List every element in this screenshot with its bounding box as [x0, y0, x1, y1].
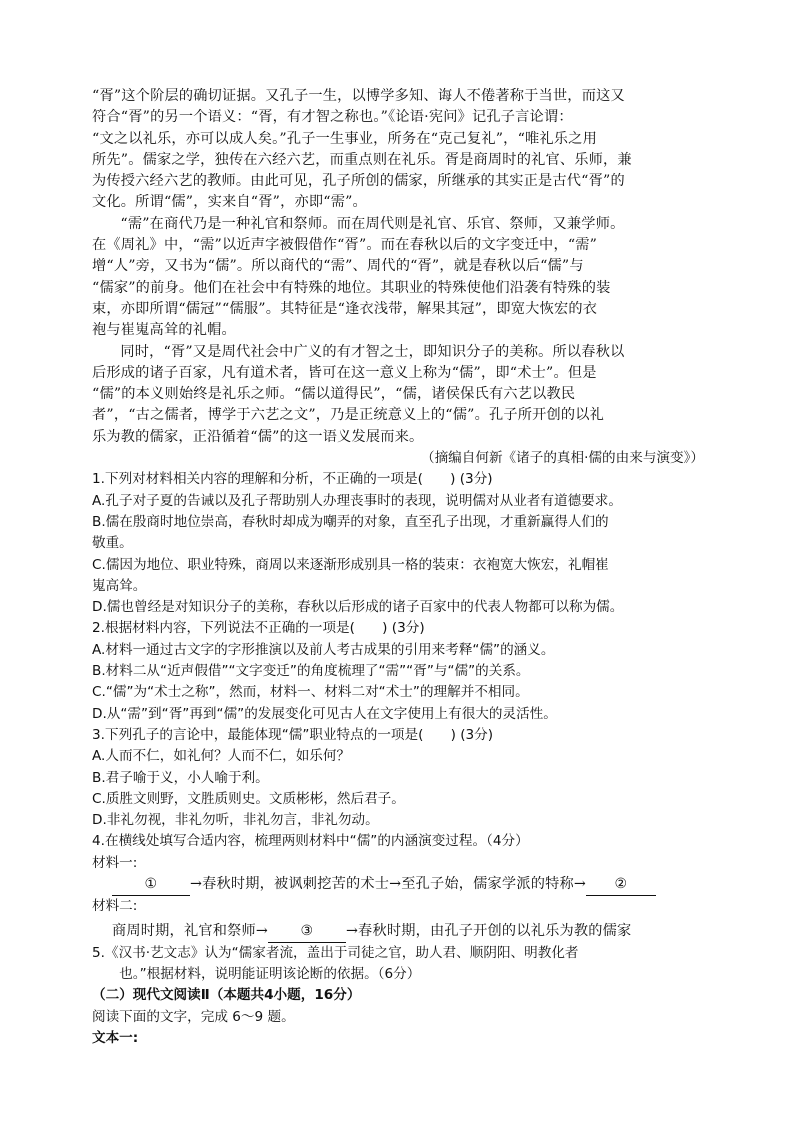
text-line: “儒”的本义则始终是礼乐之师。“儒以道得民”，“儒，诸侯保氏有六艺以教民 [92, 386, 576, 403]
section-instruction: 阅读下面的文字，完成 6～9 题。 [92, 1008, 295, 1025]
flow-text: →春秋时期，被讽刺挖苦的术士→至孔子始，儒家学派的特称→ [190, 875, 586, 892]
question-5 [92, 943, 704, 986]
question-1 [92, 469, 704, 618]
option-c: C.“儒”为“术士之称”，然而，材料一、材料二对“术士”的理解并不相同。 [92, 684, 529, 701]
option-d: D.儒也曾经是对知识分子的美称，春秋以后形成的诸子百家中的代表人物都可以称为儒。 [92, 599, 624, 616]
flow-text: 商周时期，礼官和祭师→ [112, 922, 268, 939]
text-line: “文之以礼乐，亦可以成人矣。”孔子一生事业，所务在“克己复礼”，“唯礼乐之用 [92, 130, 597, 147]
text-line: 符合“胥”的另一个语义：“胥，有才智之称也。”《论语·宪问》记孔子言论谓： [92, 109, 573, 126]
option-c: C.儒因为地位、职业特殊，商周以来逐渐形成别具一格的装束：衣袍宽大恢宏，礼帽崔 [92, 556, 609, 573]
option-a: A.孔子对子夏的告诫以及孔子帮助别人办理丧事时的表现，说明儒对从业者有道德要求。 [92, 492, 622, 509]
passage-paragraph-1 [92, 86, 704, 214]
option-d: D.非礼勿视，非礼勿听，非礼勿言，非礼勿动。 [92, 812, 379, 829]
text-line: 袍与崔嵬高耸的礼帽。 [92, 322, 236, 339]
option-d: D.从“需”到“胥”再到“儒”的发展变化可见古人在文字使用上有很大的灵活性。 [92, 705, 557, 722]
text-line: 为传授六经六艺的教师。由此可见，孔子所创的儒家，所继承的其实正是古代“胥”的 [92, 173, 625, 190]
option-a: A.材料一通过古文字的字形推演以及前人考古成果的引用来考释“儒”的涵义。 [92, 641, 555, 658]
text-line: 同时，“胥”又是周代社会中广义的有才智之士，即知识分子的美称。所以春秋以 [120, 343, 625, 360]
answer-blank-3[interactable]: ③ [268, 921, 346, 943]
material-1-label: 材料一: [92, 854, 138, 871]
section-heading: （二）现代文阅读Ⅱ（本题共4小题，16分） [92, 987, 361, 1004]
text-line: 文化。所谓“儒”，实来自“胥”，亦即“需”。 [92, 194, 367, 211]
section-2 [92, 985, 704, 1049]
question-2 [92, 618, 704, 724]
document-page [92, 86, 704, 1049]
answer-blank-1[interactable]: ① [112, 874, 190, 896]
text-line: 所先”。儒家之学，独传在六经六艺，而重点则在礼乐。胥是商周时的礼官、乐师，兼 [92, 151, 632, 168]
text-line: 束，亦即所谓“儒冠”“儒服”。其特征是“逢衣浅带，解果其冠”，即宽大恢宏的衣 [92, 300, 598, 317]
text-line: 后形成的诸子百家，凡有道术者，皆可在这一意义上称为“儒”，即“术士”。但是 [92, 364, 597, 381]
text-line: 在《周礼》中，“需”以近声字被假借作“胥”。而在春秋以后的文字变迁中，“需” [92, 237, 598, 254]
passage-paragraph-2 [92, 214, 704, 342]
option-b: B.材料二从“近声假借”“文字变迁”的角度梳理了“需”“胥”与“儒”的关系。 [92, 663, 530, 680]
text-line: 者”，“古之儒者，博学于六艺之文”，乃是正统意义上的“儒”。孔子所开创的以礼 [92, 407, 605, 424]
option-b: B.儒在殷商时地位崇高，春秋时却成为嘲弄的对象，直至孔子出现，才重新赢得人们的 [92, 513, 609, 530]
text-line: “需”在商代乃是一种礼官和祭师。而在周代则是礼官、乐官、祭师，又兼学师。 [120, 215, 625, 232]
text-1-label: 文本一: [92, 1030, 139, 1047]
question-stem: 1.下列对材料相关内容的理解和分析，不正确的一项是( ) (3分) [92, 471, 493, 488]
question-stem: 2.根据材料内容，下列说法不正确的一项是( ) (3分) [92, 620, 425, 637]
question-3 [92, 725, 704, 831]
question-4 [92, 831, 704, 942]
text-line: 乐为教的儒家，正沿循着“儒”的这一语义发展而来。 [92, 428, 424, 445]
question-stem: 4.在横线处填写合适内容，梳理两则材料中“儒”的内涵演变过程。（4分） [92, 833, 529, 850]
material-1-flow [92, 874, 704, 896]
question-stem: 3.下列孔子的言论中，最能体现“儒”职业特点的一项是( ) (3分) [92, 726, 494, 743]
text-line: “胥”这个阶层的确切证据。又孔子一生，以博学多知、诲人不倦著称于当世，而这又 [92, 88, 625, 104]
option-a: A.人而不仁，如礼何？人而不仁，如乐何？ [92, 748, 351, 765]
option-b: B.君子喻于义，小人喻于利。 [92, 769, 269, 786]
text-line: 增“人”旁，又书为“儒”。所以商代的“需”、周代的“胥”，就是春秋以后“儒”与 [92, 258, 584, 275]
material-2-flow [92, 921, 704, 943]
answer-blank-2[interactable]: ② [586, 874, 656, 896]
option-c-cont: 嵬高耸。 [92, 577, 147, 594]
material-2-label: 材料二: [92, 898, 138, 915]
option-b-cont: 敬重。 [92, 535, 133, 552]
question-stem: 5.《汉书·艺文志》认为“儒家者流，盖出于司徒之官，助人君、顺阴阳、明教化者 [92, 944, 579, 961]
question-stem-cont: 也。”根据材料，说明能证明该论断的依据。（6分） [119, 966, 421, 983]
option-c: C.质胜文则野，文胜质则史。文质彬彬，然后君子。 [92, 790, 405, 807]
flow-text: →春秋时期，由孔子开创的以礼乐为教的儒家 [345, 922, 632, 939]
text-line: “儒家”的前身。他们在社会中有特殊的地位。其职业的特殊使他们沿袭有特殊的装 [92, 279, 611, 296]
passage-paragraph-3 [92, 342, 704, 448]
passage-source: （摘编自何新《诸子的真相·儒的由来与演变》） [421, 450, 704, 467]
